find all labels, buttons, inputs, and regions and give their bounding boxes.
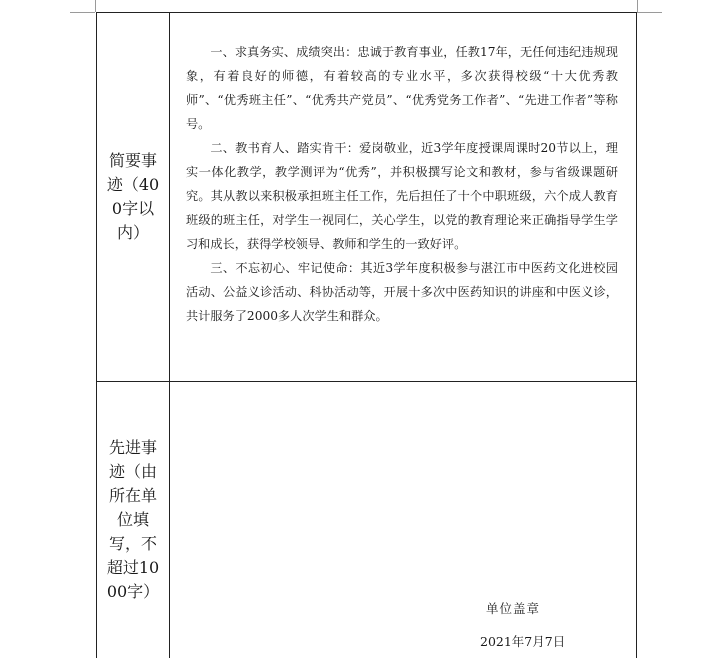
summary-content-cell[interactable] xyxy=(186,40,618,328)
summary-label-cell xyxy=(97,13,169,381)
crop-mark-top-right-horizontal xyxy=(637,12,662,13)
unit-seal-label: 单位盖章 xyxy=(486,601,541,616)
form-table xyxy=(96,12,637,658)
row-divider xyxy=(96,381,637,382)
advanced-label: 先进事迹（由所在单位填写，不超过1000字） xyxy=(106,438,160,601)
crop-mark-top-left-vertical xyxy=(95,0,96,12)
table-right-border xyxy=(636,12,637,658)
crop-mark-top-right-vertical xyxy=(637,0,638,12)
summary-paragraph-2: 二、教书育人、踏实肯干：爱岗敬业，近3学年度授课周课时20节以上，理实一体化教学，教学测评为“优秀”，并积极撰写论文和教材，参与省级课题研究。其从教以来积极承担班主任工作，先后担任了十个中职班级，六个成人教育班级的班主任，对学生一视同仁，关心学生，以党的教育理论来正确指导学生学习和成长，获得学校领导、教师和学生的一致好评。 xyxy=(186,141,618,251)
summary-paragraph-3: 三、不忘初心、牢记使命：其近3学年度积极参与湛江市中医药文化进校园活动、公益义诊活动、科协活动等，开展十多次中医药知识的讲座和中医义诊，共计服务了2000多人次学生和群众。 xyxy=(186,261,618,323)
table-top-border xyxy=(96,12,637,13)
summary-label: 简要事迹（400字以内） xyxy=(106,151,160,242)
advanced-label-cell xyxy=(97,382,169,658)
summary-paragraph-1: 一、求真务实、成绩突出：忠诚于教育事业，任教17年，无任何违纪违规现象，有着良好的师德，有着较高的专业水平，多次获得校级“十大优秀教师”、“优秀班主任”、“优秀共产党员”、“优秀党务工作者”、“先进工作者”等称号。 xyxy=(186,45,618,131)
column-divider xyxy=(169,12,170,658)
crop-mark-top-left-horizontal xyxy=(70,12,95,13)
date-label: 2021年7月7日 xyxy=(480,634,566,649)
